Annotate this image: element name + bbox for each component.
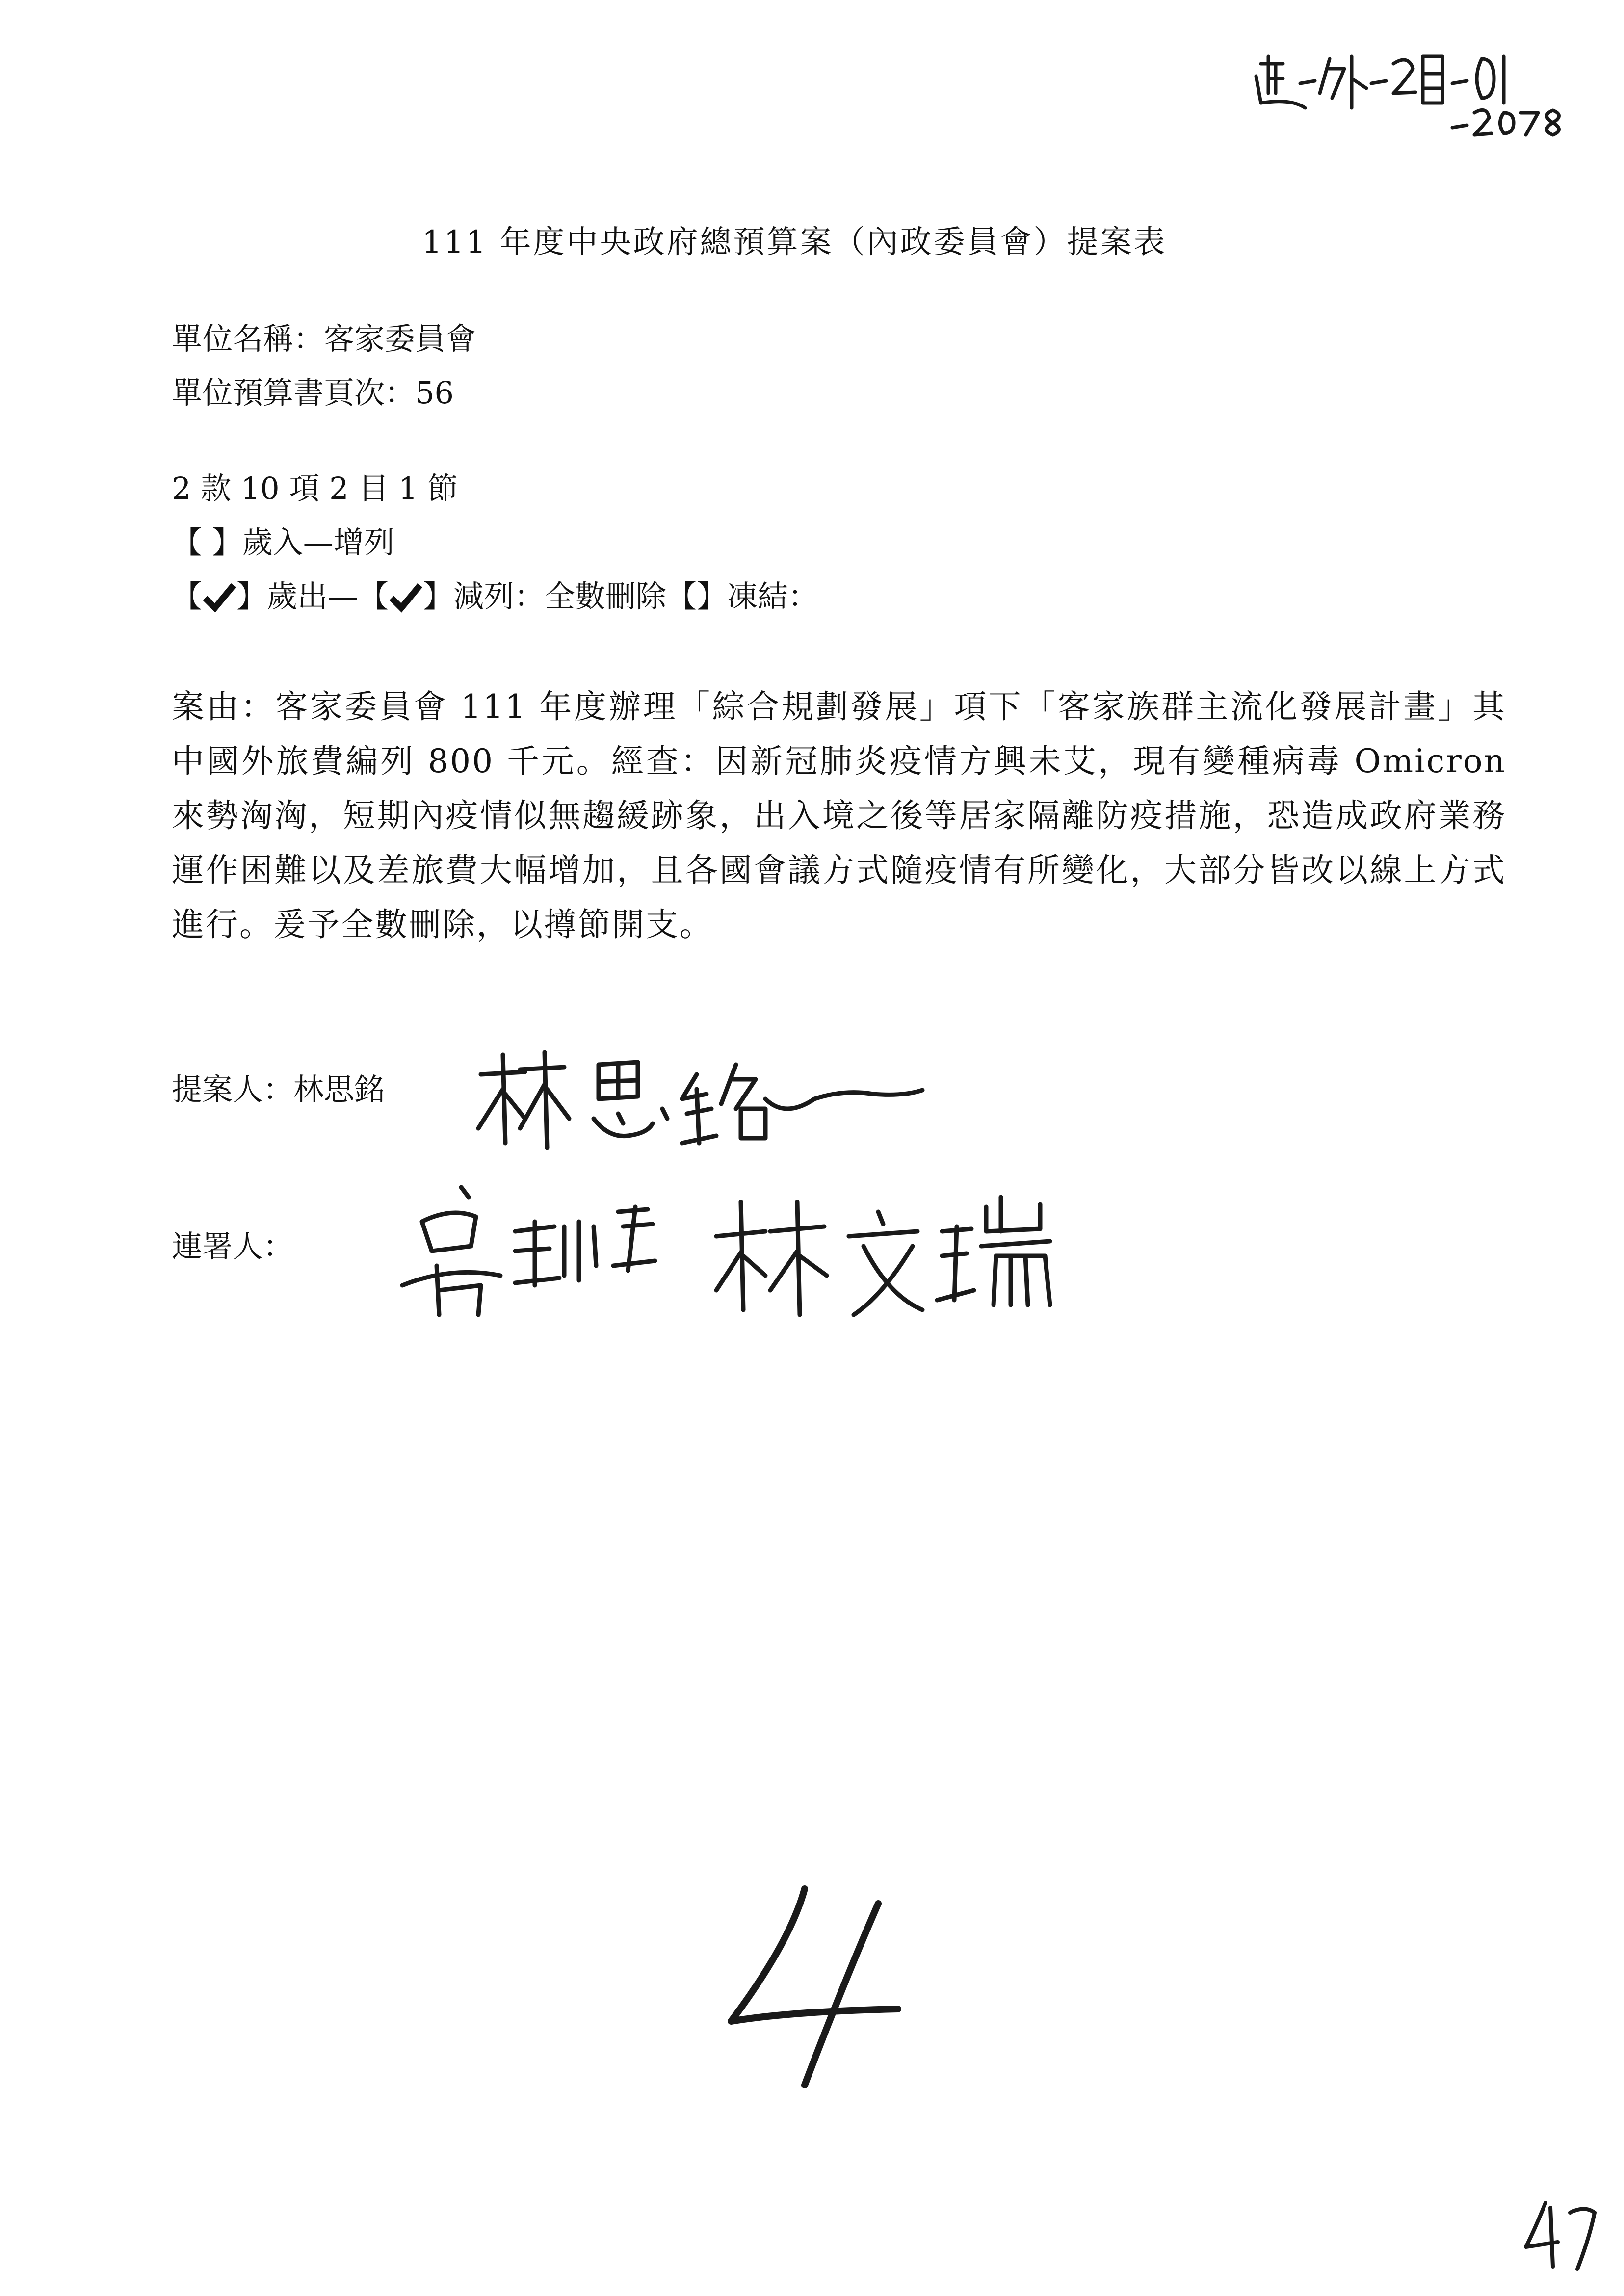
check-mark-icon: [389, 581, 423, 612]
check-mark-icon: [202, 581, 236, 612]
proposer-signature: [471, 1045, 937, 1158]
cosigner-signature-1: [393, 1177, 667, 1334]
unit-name: 單位名稱：客家委員會: [172, 321, 476, 357]
reason-paragraph: 案由：客家委員會 111 年度辦理「綜合規劃發展」項下「客家族群主流化發展計畫」其中國外旅費編列 800 千元。經查：因新冠肺炎疫情方興未艾，現有變種病毒 Omicron 來勢洶洶，短期內疫情似無趨緩跡象，出入境之後等居家隔離防疫措施，恐造成政府業務運作困難以及差旅費大幅增加，且各國會議方式隨疫情有所變化，大部分皆改以線上方式進行。爰予全數刪除，以撙節開支。: [172, 688, 1506, 943]
bracket-open: 【: [172, 578, 203, 614]
reduction-label: 】減列：全數刪除【】凍結：: [423, 578, 819, 614]
item-code: 2 款 10 項 2 目 1 節: [172, 470, 458, 506]
cosigner-signature-2: [707, 1177, 1060, 1334]
proposer-label: 提案人：林思銘: [172, 1071, 385, 1107]
document-title: 111 年度中央政府總預算案（內政委員會）提案表: [422, 224, 1167, 261]
handwritten-page-number: [1521, 2193, 1604, 2276]
handwritten-reference-number: [1246, 29, 1590, 137]
cosigner-label: 連署人：: [172, 1228, 294, 1264]
expense-label: 】歲出—【: [236, 578, 389, 614]
expense-line: [172, 578, 819, 614]
budget-page: 單位預算書頁次：56: [172, 375, 454, 411]
revenue-line: 【 】歲入—增列: [172, 524, 394, 560]
handwritten-number-4: [716, 1884, 913, 2090]
